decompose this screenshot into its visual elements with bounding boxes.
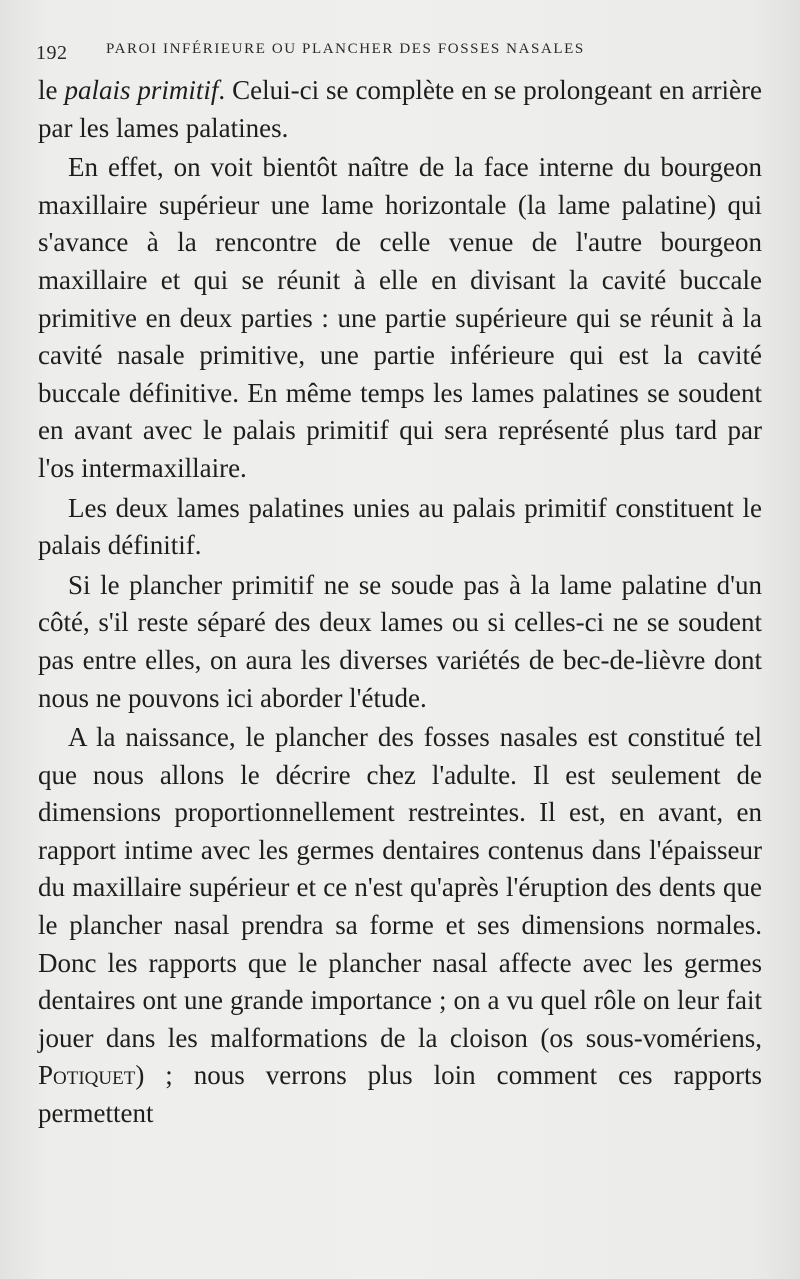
paragraph-1-text: . Celui-ci se complète en se prolongeant en arrière par les lames palatines. bbox=[38, 75, 762, 143]
author-name: Potiquet bbox=[38, 1060, 136, 1091]
paragraph-2: En effet, on voit bientôt naître de la face interne du bourgeon maxillaire supérieur une lame horizontale (la lame palatine) qui s'avance à la rencontre de celle venue de l'autre bourgeon maxillaire et qui se réunit à elle en divisant la cavité buccale primitive en deux parties : une partie supérieure qui se réunit à la cavité nasale primitive, une partie inférieure qui est la cavité buccale définitive. En même temps les lames palatines se soudent en avant avec le palais primitif qui sera représenté plus tard par l'os intermaxillaire. bbox=[38, 152, 762, 483]
paragraph-3: Les deux lames palatines unies au palais primitif constituent le palais définitif. bbox=[38, 492, 762, 561]
body-text bbox=[38, 72, 762, 1133]
page-number: 192 bbox=[36, 42, 68, 64]
paragraph-5 bbox=[38, 719, 762, 1133]
paragraph-5-tail: ) ; nous verrons plus loin comment ces rapports permettent bbox=[38, 1060, 762, 1129]
paragraph-5-text: A la naissance, le plancher des fosses nasales est constitué tel que nous allons le décrire chez l'adulte. Il est seulement de dimensions proportionnellement restreintes. Il est, en avant, en rapport intime avec les germes dentaires contenus dans l'épaisseur du maxillaire supérieur et ce n'est qu'après l'éruption des dents que le plancher nasal prendra sa forme et ses dimensions normales. Donc les rapports que le plancher nasal affecte avec les germes dentaires ont une grande importance ; on a vu quel rôle on leur fait jouer dans les malformations de la cloison (os sous-vomériens, bbox=[38, 722, 762, 1053]
term-palais-primitif: palais primitif bbox=[64, 75, 219, 105]
paragraph-1-lead: le bbox=[38, 75, 65, 105]
paragraph-4: Si le plancher primitif ne se soude pas à la lame palatine d'un côté, s'il reste séparé des deux lames ou si celles-ci ne se soudent pas entre elles, on aura les diverses variétés de bec-de-lièvre dont nous ne pouvons ici aborder l'étude. bbox=[38, 569, 762, 713]
paragraph-1 bbox=[38, 72, 762, 147]
page-header bbox=[36, 36, 776, 64]
running-title: PAROI INFÉRIEURE OU PLANCHER DES FOSSES NASALES bbox=[106, 41, 585, 57]
